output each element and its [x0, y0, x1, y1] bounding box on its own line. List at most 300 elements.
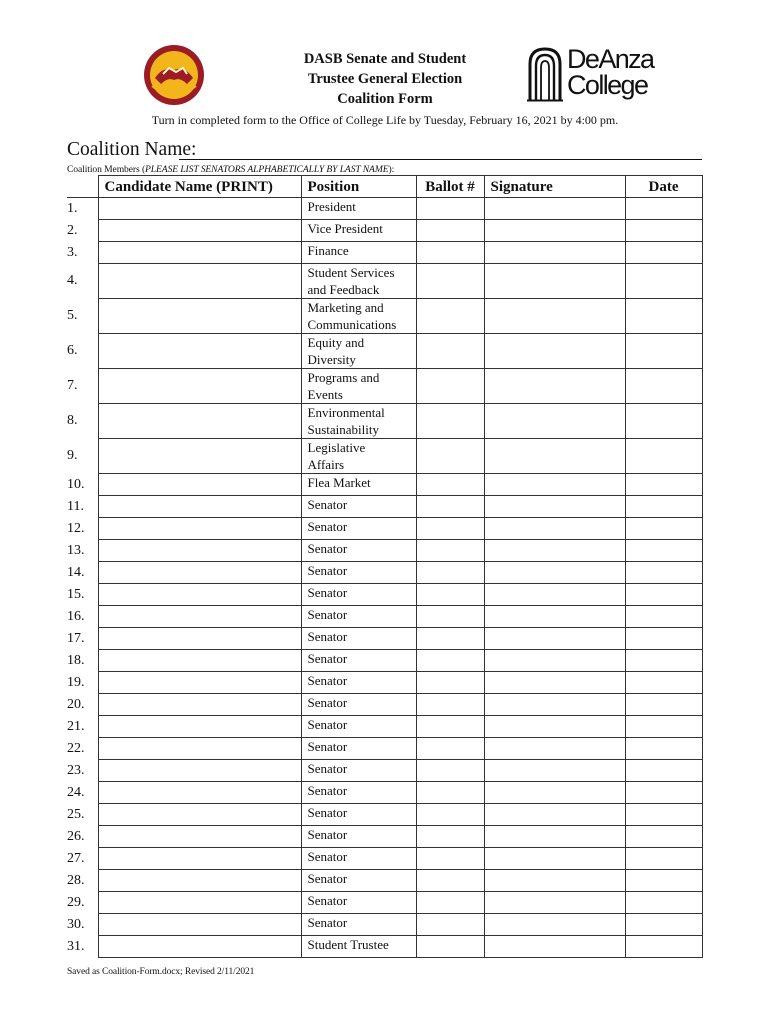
candidate-name-cell [98, 439, 301, 474]
ballot-number-input[interactable] [417, 562, 484, 583]
position-cell: President [301, 198, 416, 220]
candidate-name-input[interactable] [99, 264, 301, 298]
position-cell: Senator [301, 826, 416, 848]
signature-input[interactable] [485, 848, 625, 869]
date-input[interactable] [626, 914, 702, 935]
candidate-name-cell [98, 334, 301, 369]
date-input[interactable] [626, 334, 702, 368]
date-cell [625, 760, 702, 782]
ballot-number-cell [416, 650, 484, 672]
candidate-name-cell [98, 760, 301, 782]
title-line-2: Trustee General Election [307, 71, 463, 87]
date-cell [625, 540, 702, 562]
signature-cell [484, 242, 625, 264]
ballot-number-input[interactable] [417, 404, 484, 438]
candidate-name-input[interactable] [99, 694, 301, 715]
ballot-number-cell [416, 242, 484, 264]
ballot-number-input[interactable] [417, 474, 484, 495]
date-input[interactable] [626, 650, 702, 671]
ballot-number-input[interactable] [417, 496, 484, 517]
date-cell [625, 518, 702, 540]
date-cell [625, 936, 702, 958]
signature-input[interactable] [485, 540, 625, 561]
signature-cell [484, 892, 625, 914]
table-row [67, 628, 702, 650]
position-cell: Senator [301, 694, 416, 716]
signature-input[interactable] [485, 892, 625, 913]
signature-cell [484, 220, 625, 242]
candidate-name-input[interactable] [99, 826, 301, 847]
signature-input[interactable] [485, 760, 625, 781]
signature-input[interactable] [485, 716, 625, 737]
signature-column-header: Signature [484, 176, 625, 198]
row-number: 13. [67, 540, 98, 562]
row-number: 11. [67, 496, 98, 518]
ballot-number-input[interactable] [417, 804, 484, 825]
signature-input[interactable] [485, 334, 625, 368]
candidate-name-input[interactable] [99, 562, 301, 583]
position-cell: Legislative Affairs [301, 439, 416, 474]
position-cell: Student Services and Feedback [301, 264, 416, 299]
ballot-number-cell [416, 738, 484, 760]
position-cell: Marketing and Communications [301, 299, 416, 334]
date-input[interactable] [626, 782, 702, 803]
college-wordmark [567, 46, 653, 98]
title-line-1: DASB Senate and Student [303, 51, 467, 67]
ballot-number-input[interactable] [417, 694, 484, 715]
ballot-number-cell [416, 540, 484, 562]
candidate-name-input[interactable] [99, 782, 301, 803]
signature-input[interactable] [485, 870, 625, 891]
candidate-name-input[interactable] [99, 540, 301, 561]
date-input[interactable] [626, 220, 702, 241]
candidate-name-input[interactable] [99, 220, 301, 241]
position-cell: Equity and Diversity [301, 334, 416, 369]
row-number: 14. [67, 562, 98, 584]
ballot-number-cell [416, 892, 484, 914]
members-note-prefix: Coalition Members ( [67, 164, 146, 175]
signature-input[interactable] [485, 914, 625, 935]
candidate-name-input[interactable] [99, 242, 301, 263]
de-anza-arch-icon [527, 46, 563, 102]
signature-input[interactable] [485, 369, 625, 403]
signature-cell [484, 606, 625, 628]
date-input[interactable] [626, 628, 702, 649]
position-cell: Senator [301, 562, 416, 584]
coalition-members-note [67, 164, 394, 175]
ballot-number-cell [416, 474, 484, 496]
ballot-number-input[interactable] [417, 369, 484, 403]
candidate-name-cell [98, 198, 301, 220]
signature-cell [484, 496, 625, 518]
signature-input[interactable] [485, 584, 625, 605]
ballot-number-cell [416, 584, 484, 606]
signature-input[interactable] [485, 672, 625, 693]
signature-cell [484, 760, 625, 782]
candidate-name-input[interactable] [99, 439, 301, 473]
date-cell [625, 672, 702, 694]
candidate-name-input[interactable] [99, 518, 301, 539]
table-row [67, 584, 702, 606]
table-row [67, 914, 702, 936]
date-cell [625, 628, 702, 650]
date-input[interactable] [626, 474, 702, 495]
position-cell: Senator [301, 892, 416, 914]
date-input[interactable] [626, 848, 702, 869]
row-number: 18. [67, 650, 98, 672]
ballot-number-input[interactable] [417, 870, 484, 891]
ballot-number-input[interactable] [417, 439, 484, 473]
signature-input[interactable] [485, 826, 625, 847]
candidate-name-cell [98, 716, 301, 738]
form-title [270, 49, 500, 109]
candidate-name-input[interactable] [99, 848, 301, 869]
date-input[interactable] [626, 242, 702, 263]
signature-cell [484, 299, 625, 334]
signature-cell [484, 369, 625, 404]
table-row [67, 848, 702, 870]
signature-input[interactable] [485, 694, 625, 715]
ballot-number-cell [416, 936, 484, 958]
date-input[interactable] [626, 804, 702, 825]
ballot-number-input[interactable] [417, 220, 484, 241]
position-cell: Vice President [301, 220, 416, 242]
ballot-number-input[interactable] [417, 518, 484, 539]
date-input[interactable] [626, 369, 702, 403]
signature-input[interactable] [485, 496, 625, 517]
signature-cell [484, 694, 625, 716]
ballot-number-cell [416, 848, 484, 870]
row-number: 31. [67, 936, 98, 958]
ballot-number-input[interactable] [417, 606, 484, 627]
table-row [67, 439, 702, 474]
ballot-number-input[interactable] [417, 299, 484, 333]
ballot-number-input[interactable] [417, 650, 484, 671]
date-cell [625, 848, 702, 870]
candidate-name-input[interactable] [99, 584, 301, 605]
date-cell [625, 782, 702, 804]
date-input[interactable] [626, 264, 702, 298]
college-logo [527, 44, 667, 104]
roster-body [67, 198, 702, 958]
table-row [67, 518, 702, 540]
signature-cell [484, 404, 625, 439]
candidate-name-input[interactable] [99, 334, 301, 368]
date-cell [625, 716, 702, 738]
candidate-name-input[interactable] [99, 804, 301, 825]
footer-revision-note: Saved as Coalition-Form.docx; Revised 2/11/2021 [67, 967, 255, 977]
candidate-name-cell [98, 264, 301, 299]
candidate-name-cell [98, 870, 301, 892]
signature-input[interactable] [485, 650, 625, 671]
candidate-name-cell [98, 672, 301, 694]
ballot-number-cell [416, 334, 484, 369]
ballot-column-header: Ballot # [416, 176, 484, 198]
wordmark-line-1: DeAnza [567, 44, 654, 74]
table-row [67, 198, 702, 220]
candidate-name-cell [98, 242, 301, 264]
signature-input[interactable] [485, 404, 625, 438]
table-row [67, 474, 702, 496]
signature-cell [484, 198, 625, 220]
date-cell [625, 474, 702, 496]
position-cell: Senator [301, 716, 416, 738]
date-input[interactable] [626, 606, 702, 627]
position-cell: Senator [301, 760, 416, 782]
ballot-number-input[interactable] [417, 628, 484, 649]
table-row [67, 606, 702, 628]
ballot-number-cell [416, 518, 484, 540]
signature-cell [484, 628, 625, 650]
date-input[interactable] [626, 404, 702, 438]
ballot-number-cell [416, 914, 484, 936]
position-cell: Senator [301, 738, 416, 760]
table-row [67, 540, 702, 562]
table-row [67, 738, 702, 760]
table-row [67, 496, 702, 518]
date-column-header: Date [625, 176, 702, 198]
dasb-seal-icon [143, 44, 205, 106]
signature-cell [484, 264, 625, 299]
row-number: 8. [67, 404, 98, 439]
signature-cell [484, 584, 625, 606]
candidate-name-input[interactable] [99, 474, 301, 495]
candidate-name-cell [98, 474, 301, 496]
ballot-number-cell [416, 606, 484, 628]
position-cell: Programs and Events [301, 369, 416, 404]
candidate-name-input[interactable] [99, 198, 301, 219]
row-number: 5. [67, 299, 98, 334]
ballot-number-cell [416, 369, 484, 404]
candidate-name-input[interactable] [99, 892, 301, 913]
ballot-number-input[interactable] [417, 242, 484, 263]
date-input[interactable] [626, 936, 702, 957]
candidate-name-input[interactable] [99, 606, 301, 627]
table-row [67, 782, 702, 804]
ballot-number-cell [416, 299, 484, 334]
coalition-name-label: Coalition Name: [67, 139, 197, 160]
signature-cell [484, 439, 625, 474]
date-input[interactable] [626, 672, 702, 693]
signature-input[interactable] [485, 606, 625, 627]
candidate-name-input[interactable] [99, 716, 301, 737]
date-input[interactable] [626, 584, 702, 605]
signature-cell [484, 738, 625, 760]
candidate-name-cell [98, 404, 301, 439]
signature-cell [484, 870, 625, 892]
ballot-number-cell [416, 220, 484, 242]
ballot-number-input[interactable] [417, 672, 484, 693]
candidate-name-cell [98, 369, 301, 404]
ballot-number-input[interactable] [417, 334, 484, 368]
position-cell: Senator [301, 518, 416, 540]
ballot-number-input[interactable] [417, 540, 484, 561]
candidate-name-cell [98, 220, 301, 242]
candidate-name-input[interactable] [99, 299, 301, 333]
position-cell: Senator [301, 496, 416, 518]
date-input[interactable] [626, 870, 702, 891]
date-input[interactable] [626, 826, 702, 847]
date-input[interactable] [626, 716, 702, 737]
ballot-number-input[interactable] [417, 760, 484, 781]
signature-input[interactable] [485, 738, 625, 759]
ballot-number-input[interactable] [417, 198, 484, 219]
row-number: 1. [67, 198, 98, 220]
date-cell [625, 804, 702, 826]
date-input[interactable] [626, 518, 702, 539]
candidate-name-input[interactable] [99, 628, 301, 649]
candidate-name-cell [98, 914, 301, 936]
candidate-name-input[interactable] [99, 650, 301, 671]
ballot-number-input[interactable] [417, 826, 484, 847]
ballot-number-cell [416, 760, 484, 782]
row-number: 4. [67, 264, 98, 299]
ballot-number-cell [416, 716, 484, 738]
table-row [67, 936, 702, 958]
candidate-name-input[interactable] [99, 914, 301, 935]
date-input[interactable] [626, 496, 702, 517]
signature-input[interactable] [485, 299, 625, 333]
ballot-number-input[interactable] [417, 716, 484, 737]
signature-input[interactable] [485, 198, 625, 219]
signature-input[interactable] [485, 474, 625, 495]
ballot-number-cell [416, 404, 484, 439]
ballot-number-cell [416, 804, 484, 826]
signature-cell [484, 804, 625, 826]
date-cell [625, 220, 702, 242]
table-row [67, 716, 702, 738]
candidate-name-input[interactable] [99, 369, 301, 403]
signature-cell [484, 518, 625, 540]
candidate-name-input[interactable] [99, 870, 301, 891]
signature-input[interactable] [485, 936, 625, 957]
row-number: 24. [67, 782, 98, 804]
candidate-name-input[interactable] [99, 936, 301, 957]
ballot-number-input[interactable] [417, 264, 484, 298]
date-input[interactable] [626, 760, 702, 781]
signature-input[interactable] [485, 220, 625, 241]
table-row [67, 870, 702, 892]
signature-input[interactable] [485, 804, 625, 825]
ballot-number-input[interactable] [417, 782, 484, 803]
date-cell [625, 198, 702, 220]
ballot-number-input[interactable] [417, 936, 484, 957]
date-input[interactable] [626, 694, 702, 715]
candidate-name-input[interactable] [99, 760, 301, 781]
position-cell: Student Trustee [301, 936, 416, 958]
date-cell [625, 264, 702, 299]
coalition-roster-table [67, 175, 703, 958]
table-row [67, 242, 702, 264]
date-input[interactable] [626, 562, 702, 583]
date-input[interactable] [626, 439, 702, 473]
date-input[interactable] [626, 892, 702, 913]
table-row [67, 334, 702, 369]
candidate-name-cell [98, 738, 301, 760]
candidate-name-cell [98, 892, 301, 914]
date-cell [625, 694, 702, 716]
candidate-name-cell [98, 584, 301, 606]
row-number: 22. [67, 738, 98, 760]
date-cell [625, 562, 702, 584]
ballot-number-input[interactable] [417, 892, 484, 913]
ballot-number-input[interactable] [417, 914, 484, 935]
signature-input[interactable] [485, 782, 625, 803]
signature-input[interactable] [485, 264, 625, 298]
row-number: 19. [67, 672, 98, 694]
candidate-name-input[interactable] [99, 404, 301, 438]
members-note-suffix: ): [388, 164, 395, 175]
signature-cell [484, 650, 625, 672]
candidate-name-input[interactable] [99, 738, 301, 759]
candidate-name-input[interactable] [99, 496, 301, 517]
date-cell [625, 496, 702, 518]
row-number: 7. [67, 369, 98, 404]
date-input[interactable] [626, 738, 702, 759]
row-number: 28. [67, 870, 98, 892]
table-row [67, 892, 702, 914]
signature-cell [484, 826, 625, 848]
date-cell [625, 892, 702, 914]
date-cell [625, 738, 702, 760]
row-number: 9. [67, 439, 98, 474]
signature-input[interactable] [485, 518, 625, 539]
candidate-name-cell [98, 299, 301, 334]
signature-input[interactable] [485, 562, 625, 583]
candidate-name-input[interactable] [99, 672, 301, 693]
date-input[interactable] [626, 299, 702, 333]
position-cell: Senator [301, 804, 416, 826]
candidate-name-cell [98, 628, 301, 650]
table-row [67, 804, 702, 826]
candidate-name-cell [98, 936, 301, 958]
row-number: 30. [67, 914, 98, 936]
date-cell [625, 826, 702, 848]
date-cell [625, 870, 702, 892]
ballot-number-input[interactable] [417, 738, 484, 759]
row-number: 3. [67, 242, 98, 264]
ballot-number-input[interactable] [417, 584, 484, 605]
signature-input[interactable] [485, 242, 625, 263]
row-number: 16. [67, 606, 98, 628]
signature-input[interactable] [485, 628, 625, 649]
position-cell: Senator [301, 584, 416, 606]
candidate-name-cell [98, 496, 301, 518]
signature-cell [484, 716, 625, 738]
table-row [67, 760, 702, 782]
position-cell: Senator [301, 628, 416, 650]
date-input[interactable] [626, 198, 702, 219]
position-cell: Environmental Sustainability [301, 404, 416, 439]
date-input[interactable] [626, 540, 702, 561]
row-number: 17. [67, 628, 98, 650]
table-row [67, 694, 702, 716]
signature-input[interactable] [485, 439, 625, 473]
position-cell: Senator [301, 650, 416, 672]
signature-cell [484, 782, 625, 804]
table-row [67, 264, 702, 299]
ballot-number-cell [416, 439, 484, 474]
ballot-number-input[interactable] [417, 848, 484, 869]
date-cell [625, 404, 702, 439]
date-cell [625, 650, 702, 672]
ballot-number-cell [416, 672, 484, 694]
coalition-name-input[interactable] [179, 139, 702, 160]
ballot-number-cell [416, 264, 484, 299]
ballot-number-cell [416, 870, 484, 892]
candidate-name-cell [98, 606, 301, 628]
position-cell: Flea Market [301, 474, 416, 496]
